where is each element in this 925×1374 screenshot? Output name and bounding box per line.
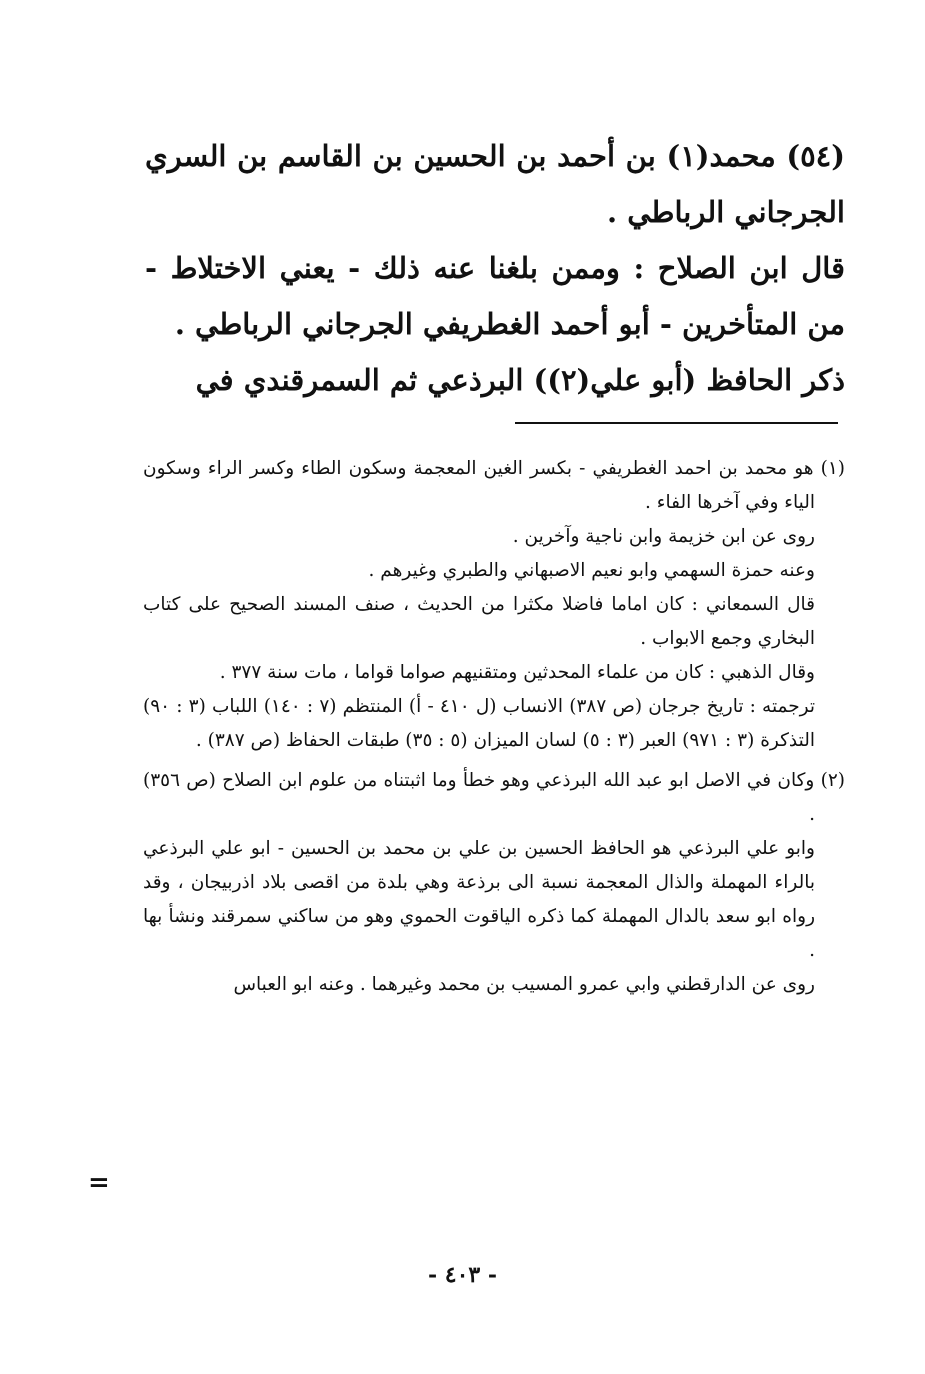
entry-continuation: ذكر الحافظ (أبو علي(٢)) البرذعي ثم السمرقندي في (195, 363, 845, 397)
footnote-separator (515, 422, 838, 424)
footnote-1-line-2: روى عن ابن خزيمة وابن ناجية وآخرين . (512, 526, 815, 547)
entry-quote: قال ابن الصلاح : وممن بلغنا عنه ذلك - يعني الاختلاط - من المتأخرين - أبو أحمد الغطريفي الجرجاني الرباطي . (145, 251, 845, 341)
footnote-1-line-5: وقال الذهبي : كان من علماء المحدثين ومتقنيهم صواما قواما ، مات سنة ٣٧٧ . (219, 662, 815, 683)
footnotes (143, 452, 845, 1002)
page-number: - ٤٠٣ - (427, 1262, 498, 1288)
footnote-1-line-3: وعنه حمزة السهمي وابو نعيم الاصبهاني والطبري وغيرهم . (368, 560, 815, 581)
continuation-mark: = (88, 1168, 110, 1198)
footnote-2-line-3: روى عن الدارقطني وابي عمرو المسيب بن محمد وغيرهما . وعنه ابو العباس (233, 974, 815, 995)
footnote-2-line-1: (٢) وكان في الاصل ابو عبد الله البرذعي وهو خطأ وما اثبتناه من علوم ابن الصلاح (ص ٣٥٦) . (143, 770, 845, 825)
footnote-1-line-4: قال السمعاني : كان اماما فاضلا مكثرا من الحديث ، صنف المسند الصحيح على كتاب البخاري وجمع الابواب . (143, 594, 815, 649)
entry-heading: (٥٤) محمد(١) بن أحمد بن الحسين بن القاسم بن السري الجرجاني الرباطي . (145, 139, 845, 229)
footnote-2-line-2: وابو علي البرذعي هو الحافظ الحسين بن علي بن محمد بن الحسين - ابو علي البرذعي بالراء المهملة والذال المعجمة نسبة الى برذعة وهي بلدة من اقصى بلاد اذربيجان ، وقد رواه ابو سعد بالدال المهملة كما ذكره الياقوت الحموي وهو من ساكني سمرقند ونشأ بها . (143, 838, 815, 961)
footnote-1-line-1: (١) هو محمد بن احمد الغطريفي - بكسر الغين المعجمة وسكون الطاء وكسر الراء وسكون الياء وفي آخرها الفاء . (143, 458, 845, 513)
main-text (145, 128, 845, 408)
footnote-1-line-6: ترجمته : تاريخ جرجان (ص ٣٨٧) الانساب (ل ٤١٠ - أ) المنتظم (٧ : ١٤٠) اللباب (٣ : ٩٠) التذكرة (٣ : ٩٧١) العبر (٣ : ٥) لسان الميزان (٥ : ٣٥) طبقات الحفاظ (ص ٣٨٧) . (143, 696, 816, 751)
